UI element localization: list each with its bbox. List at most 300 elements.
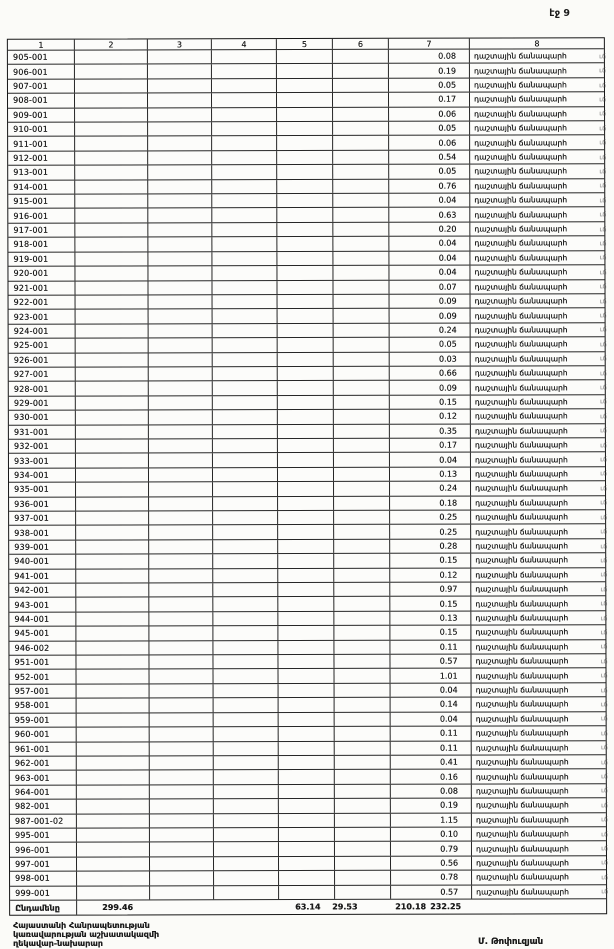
land-use-cell xyxy=(471,481,608,495)
parcel-code-cell: 987-001-02 xyxy=(10,814,77,828)
empty-cell xyxy=(333,251,389,265)
empty-cell xyxy=(277,165,333,179)
table-row xyxy=(8,265,607,281)
table-row xyxy=(9,553,608,569)
table-row xyxy=(8,136,607,152)
column-header-7: 7 xyxy=(389,39,470,49)
empty-cell xyxy=(334,468,390,482)
empty-cell xyxy=(76,324,149,338)
value-cell: 0.05 xyxy=(389,78,470,92)
scan-edge-mark: ւճ xyxy=(600,556,608,565)
land-use-label: դաշտային ճանապարհ xyxy=(474,469,568,479)
empty-cell xyxy=(149,382,213,396)
empty-cell xyxy=(148,108,212,122)
empty-cell xyxy=(148,281,212,295)
scan-edge-mark: ւճ xyxy=(599,296,607,305)
table-row xyxy=(9,481,608,497)
scan-edge-mark: ւճ xyxy=(599,167,607,176)
land-use-cell xyxy=(471,597,608,611)
land-use-cell xyxy=(472,827,606,841)
land-use-cell xyxy=(471,467,608,481)
empty-cell xyxy=(149,554,213,568)
scan-edge-mark: ւճ xyxy=(601,873,609,882)
empty-cell xyxy=(335,813,391,827)
table-row xyxy=(10,885,609,901)
scan-edge-mark: ւճ xyxy=(598,51,606,60)
table-row xyxy=(9,424,605,440)
land-use-cell xyxy=(471,568,608,582)
empty-cell xyxy=(213,324,278,338)
land-use-label: դաշտային ճանապարհ xyxy=(475,843,569,854)
land-use-cell xyxy=(470,251,607,265)
empty-cell xyxy=(334,439,390,453)
table-row xyxy=(10,755,606,771)
value-cell: 0.04 xyxy=(391,683,472,697)
empty-cell xyxy=(75,137,148,151)
empty-cell xyxy=(334,352,390,366)
empty-cell xyxy=(277,208,333,222)
land-use-label: դաշտային ճանապարհ xyxy=(475,685,569,695)
empty-cell xyxy=(279,857,335,871)
total-values-area xyxy=(77,899,606,914)
land-use-label: դաշտային ճանապարհ xyxy=(474,238,568,249)
parcel-code-cell: 925-001 xyxy=(9,339,76,353)
empty-cell xyxy=(148,223,212,237)
value-cell: 0.13 xyxy=(390,611,471,625)
land-use-cell xyxy=(472,784,606,798)
empty-cell xyxy=(278,381,334,395)
empty-cell xyxy=(149,454,213,468)
empty-cell xyxy=(77,771,150,785)
table-row xyxy=(8,208,607,224)
land-use-label: դաշտային ճանապարհ xyxy=(474,224,568,234)
empty-cell xyxy=(278,410,334,424)
land-use-label: դաշտային ճանապարհ xyxy=(474,209,568,220)
empty-cell xyxy=(77,742,150,756)
empty-cell xyxy=(334,482,390,496)
table-row xyxy=(9,395,605,411)
value-cell: 0.17 xyxy=(390,439,471,453)
empty-cell xyxy=(77,785,150,799)
value-cell: 0.04 xyxy=(389,237,470,251)
empty-cell xyxy=(76,425,149,439)
value-cell: 0.57 xyxy=(391,885,472,899)
parcel-code-cell: 940-001 xyxy=(9,555,76,569)
empty-cell xyxy=(77,872,150,886)
empty-cell xyxy=(334,525,390,539)
scan-edge-mark: ւճ xyxy=(600,613,608,622)
value-cell: 0.04 xyxy=(390,453,471,467)
land-use-label: դաշտային ճանապարհ xyxy=(475,714,569,724)
empty-cell xyxy=(213,439,278,453)
value-cell: 0.05 xyxy=(389,122,470,136)
empty-cell xyxy=(76,540,149,554)
scan-edge-mark: ւճ xyxy=(600,512,608,521)
empty-cell xyxy=(213,453,278,467)
empty-cell xyxy=(277,50,333,64)
empty-cell xyxy=(150,727,214,741)
table-row xyxy=(9,568,608,584)
empty-cell xyxy=(148,50,212,64)
scan-edge-mark: ւճ xyxy=(600,599,608,608)
scan-edge-mark: ւճ xyxy=(600,484,608,493)
land-use-label: դաշտային ճանապարհ xyxy=(474,440,568,450)
scan-edge-mark: ւճ xyxy=(599,66,606,75)
land-use-label: դաշտային ճանապարհ xyxy=(474,282,568,292)
empty-cell xyxy=(277,223,333,237)
value-cell: 0.24 xyxy=(390,323,471,337)
empty-cell xyxy=(333,79,389,93)
land-use-cell xyxy=(472,712,606,726)
value-cell: 0.56 xyxy=(391,856,472,870)
land-use-label: դաշտային ճանապարհ xyxy=(475,642,569,652)
empty-cell xyxy=(148,93,212,107)
empty-cell xyxy=(279,799,335,813)
parcel-code-cell: 962-001 xyxy=(10,757,77,771)
empty-cell xyxy=(149,295,213,309)
scan-edge-mark: ւճ xyxy=(600,628,608,637)
empty-cell xyxy=(334,396,390,410)
empty-cell xyxy=(334,424,390,438)
empty-cell xyxy=(214,886,279,900)
empty-cell xyxy=(334,295,390,309)
empty-cell xyxy=(76,439,149,453)
parcel-code-cell: 934-001 xyxy=(9,468,76,482)
empty-cell xyxy=(149,569,213,583)
land-use-label: դաշտային ճանապարհ xyxy=(475,829,569,839)
empty-cell xyxy=(148,180,212,194)
empty-cell xyxy=(77,828,150,842)
empty-cell xyxy=(333,194,389,208)
scan-edge-mark: ւճ xyxy=(599,181,607,190)
empty-cell xyxy=(278,583,334,597)
scan-edge-mark: ւճ xyxy=(599,397,607,406)
value-cell: 0.12 xyxy=(390,410,471,424)
empty-cell xyxy=(76,641,149,655)
value-cell: 0.09 xyxy=(390,294,471,308)
land-use-label: դաշտային ճանապարհ xyxy=(474,166,567,177)
land-use-label: դաշտային ճանապարհ xyxy=(475,555,568,565)
parcel-code-cell: 921-001 xyxy=(8,281,75,295)
table-row xyxy=(9,625,608,641)
empty-cell xyxy=(75,281,148,295)
land-use-cell xyxy=(472,669,606,683)
empty-cell xyxy=(77,713,150,727)
parcel-code-cell: 924-001 xyxy=(9,324,76,338)
empty-cell xyxy=(149,425,213,439)
value-cell: 0.79 xyxy=(391,842,472,856)
land-use-cell xyxy=(471,323,605,337)
land-use-cell xyxy=(471,381,605,395)
empty-cell xyxy=(150,756,214,770)
empty-cell xyxy=(148,122,212,136)
table-row xyxy=(10,813,606,829)
scan-edge-mark: ւճ xyxy=(600,786,608,795)
scan-edge-mark: ւճ xyxy=(599,123,607,132)
empty-cell xyxy=(150,670,214,684)
table-row xyxy=(8,179,607,195)
table-row xyxy=(8,107,607,123)
empty-cell xyxy=(75,65,148,79)
value-cell: 0.14 xyxy=(391,698,472,712)
land-use-label: դաշտային ճանապարհ xyxy=(476,858,569,868)
empty-cell xyxy=(75,166,148,180)
land-use-label: դաշտային ճանապարհ xyxy=(474,397,568,407)
empty-cell xyxy=(278,352,334,366)
empty-cell xyxy=(149,468,213,482)
scan-edge-mark: ւճ xyxy=(599,195,607,204)
table-row xyxy=(8,49,604,65)
empty-cell xyxy=(214,828,279,842)
scan-edge-mark: ւճ xyxy=(599,440,607,449)
land-use-label: դաշտային ճանապարհ xyxy=(475,728,569,738)
empty-cell xyxy=(335,857,391,871)
parcel-code-cell: 932-001 xyxy=(9,440,76,454)
empty-cell xyxy=(148,79,212,93)
scan-edge-mark: ւճ xyxy=(600,584,608,593)
parcel-code-cell: 926-001 xyxy=(9,353,76,367)
scan-edge-mark: ւճ xyxy=(600,469,608,478)
scan-edge-mark: ւճ xyxy=(599,268,607,277)
parcel-code-cell: 963-001 xyxy=(10,771,77,785)
empty-cell xyxy=(278,612,334,626)
empty-cell xyxy=(76,396,149,410)
land-use-label: դաշտային ճանապարհ xyxy=(474,267,568,277)
table-row xyxy=(9,510,608,526)
scan-edge-mark: ւճ xyxy=(601,844,608,853)
empty-cell xyxy=(149,497,213,511)
land-use-cell xyxy=(471,409,605,423)
empty-cell xyxy=(333,280,389,294)
parcel-code-cell: 911-001 xyxy=(8,137,75,151)
land-use-cell xyxy=(471,424,605,438)
empty-cell xyxy=(278,468,334,482)
empty-cell xyxy=(212,165,277,179)
value-cell: 0.41 xyxy=(391,755,472,769)
total-label-cell: Ընդամենը xyxy=(10,901,77,915)
empty-cell xyxy=(334,338,390,352)
empty-cell xyxy=(212,122,277,136)
value-cell: 0.07 xyxy=(389,280,470,294)
table-row xyxy=(10,770,606,786)
table-row xyxy=(8,150,607,166)
parcel-code-cell: 957-001 xyxy=(10,684,77,698)
land-use-cell xyxy=(470,222,607,236)
empty-cell xyxy=(279,684,335,698)
land-use-label: դաշտային ճանապարհ xyxy=(474,368,568,378)
empty-cell xyxy=(333,107,389,121)
land-use-cell xyxy=(472,698,606,712)
empty-cell xyxy=(76,411,149,425)
empty-cell xyxy=(76,353,149,367)
parcel-code-cell: 996-001 xyxy=(10,843,77,857)
empty-cell xyxy=(149,583,213,597)
table-row xyxy=(10,856,609,872)
land-use-cell xyxy=(472,755,606,769)
parcel-code-cell: 997-001 xyxy=(10,857,77,871)
table-row xyxy=(8,222,607,238)
scan-edge-mark: ւճ xyxy=(599,109,607,118)
empty-cell xyxy=(76,497,149,511)
scan-edge-mark: ւճ xyxy=(600,671,608,680)
empty-cell xyxy=(149,396,213,410)
parcel-code-cell: 922-001 xyxy=(9,296,76,310)
empty-cell xyxy=(76,295,149,309)
table-row xyxy=(9,323,605,339)
empty-cell xyxy=(212,194,277,208)
empty-cell xyxy=(213,525,278,539)
value-cell: 0.13 xyxy=(390,467,471,481)
scan-edge-mark: ւճ xyxy=(599,138,607,147)
parcel-code-cell: 933-001 xyxy=(9,454,76,468)
empty-cell xyxy=(214,857,279,871)
table-row xyxy=(9,309,605,325)
parcel-code-cell: 927-001 xyxy=(9,368,76,382)
empty-cell xyxy=(278,497,334,511)
empty-cell xyxy=(213,381,278,395)
land-use-label: դաշտային ճանապարհ xyxy=(474,94,567,104)
land-use-label: դաշտային ճանապարհ xyxy=(474,253,568,263)
scan-edge-mark: ւճ xyxy=(600,527,608,536)
land-use-label: դաշտային ճանապարհ xyxy=(475,627,569,638)
parcel-code-cell: 998-001 xyxy=(10,872,77,886)
empty-cell xyxy=(149,641,213,655)
empty-cell xyxy=(213,309,278,323)
table-row xyxy=(10,712,606,728)
land-use-cell xyxy=(470,237,607,251)
land-use-label: դաշտային ճանապարհ xyxy=(475,771,569,782)
empty-cell xyxy=(335,770,391,784)
land-use-label: դաշտային ճանապարհ xyxy=(473,80,567,90)
parcel-code-cell: 912-001 xyxy=(8,151,75,165)
value-cell: 0.08 xyxy=(391,784,472,798)
value-cell: 0.18 xyxy=(390,496,471,510)
land-use-label: դաշտային ճանապարհ xyxy=(475,526,568,537)
empty-cell xyxy=(150,857,214,871)
empty-cell xyxy=(212,64,277,78)
empty-cell xyxy=(334,367,390,381)
value-cell: 0.15 xyxy=(390,597,471,611)
empty-cell xyxy=(277,79,333,93)
parcel-code-cell: 946-002 xyxy=(9,641,76,655)
empty-cell xyxy=(334,453,390,467)
parcel-code-cell: 942-001 xyxy=(9,584,76,598)
empty-cell xyxy=(214,698,279,712)
value-cell: 0.05 xyxy=(390,338,471,352)
table-row xyxy=(9,654,608,670)
parcel-code-cell: 909-001 xyxy=(8,108,75,122)
empty-cell xyxy=(279,669,335,683)
empty-cell xyxy=(213,569,278,583)
empty-cell xyxy=(150,886,214,900)
table-row xyxy=(10,870,609,886)
land-use-cell xyxy=(470,64,604,78)
land-use-label: դաշտային ճանապարհ xyxy=(475,483,568,493)
value-cell: 0.20 xyxy=(389,222,470,236)
empty-cell xyxy=(333,208,389,222)
land-use-cell xyxy=(471,352,605,366)
empty-cell xyxy=(213,626,278,640)
empty-cell xyxy=(278,324,334,338)
empty-cell xyxy=(334,540,390,554)
empty-cell xyxy=(75,238,148,252)
land-use-label: դաշտային ճանապարհ xyxy=(474,296,568,306)
table-row xyxy=(10,842,606,858)
value-cell: 0.66 xyxy=(390,367,471,381)
parcel-code-cell: 931-001 xyxy=(9,425,76,439)
value-cell: 0.24 xyxy=(390,482,471,496)
empty-cell xyxy=(212,151,277,165)
land-use-cell xyxy=(471,654,608,668)
empty-cell xyxy=(277,266,333,280)
empty-cell xyxy=(149,626,213,640)
value-cell: 0.63 xyxy=(389,208,470,222)
empty-cell xyxy=(77,857,150,871)
total-value: 299.46 xyxy=(102,902,134,913)
empty-cell xyxy=(279,741,335,755)
table-row xyxy=(8,92,607,108)
column-header-5: 5 xyxy=(277,39,333,49)
empty-cell xyxy=(278,309,334,323)
empty-cell xyxy=(212,137,277,151)
empty-cell xyxy=(277,122,333,136)
empty-cell xyxy=(213,295,278,309)
scan-edge-mark: ւճ xyxy=(600,656,608,665)
empty-cell xyxy=(149,482,213,496)
value-cell: 0.35 xyxy=(390,424,471,438)
empty-cell xyxy=(77,843,150,857)
scan-edge-mark: ւճ xyxy=(600,714,608,723)
parcel-code-cell: 939-001 xyxy=(9,540,76,554)
empty-cell xyxy=(149,439,213,453)
empty-cell xyxy=(149,367,213,381)
empty-cell xyxy=(334,511,390,525)
land-use-cell xyxy=(470,92,607,106)
empty-cell xyxy=(213,598,278,612)
empty-cell xyxy=(277,108,333,122)
table-row xyxy=(10,669,606,685)
land-use-cell xyxy=(472,741,606,755)
empty-cell xyxy=(334,640,390,654)
empty-cell xyxy=(77,699,150,713)
parcel-code-cell: 938-001 xyxy=(9,526,76,540)
empty-cell xyxy=(213,612,278,626)
total-value: 210.18 xyxy=(395,902,427,912)
empty-cell xyxy=(334,496,390,510)
empty-cell xyxy=(77,670,150,684)
value-cell: 0.04 xyxy=(389,266,470,280)
empty-cell xyxy=(212,79,277,93)
empty-cell xyxy=(76,526,149,540)
value-cell: 1.15 xyxy=(391,813,472,827)
value-cell: 0.78 xyxy=(391,871,472,885)
land-use-cell xyxy=(471,337,605,351)
empty-cell xyxy=(278,525,334,539)
empty-cell xyxy=(150,771,214,785)
empty-cell xyxy=(278,396,334,410)
empty-cell xyxy=(334,324,390,338)
empty-cell xyxy=(150,828,214,842)
empty-cell xyxy=(278,511,334,525)
land-use-cell xyxy=(470,121,607,135)
parcel-code-cell: 964-001 xyxy=(10,785,77,799)
parcel-code-cell: 907-001 xyxy=(8,79,75,93)
empty-cell xyxy=(213,540,278,554)
value-cell: 0.57 xyxy=(390,655,471,669)
empty-cell xyxy=(214,756,279,770)
scan-edge-mark: ւճ xyxy=(599,383,607,392)
empty-cell xyxy=(333,151,389,165)
